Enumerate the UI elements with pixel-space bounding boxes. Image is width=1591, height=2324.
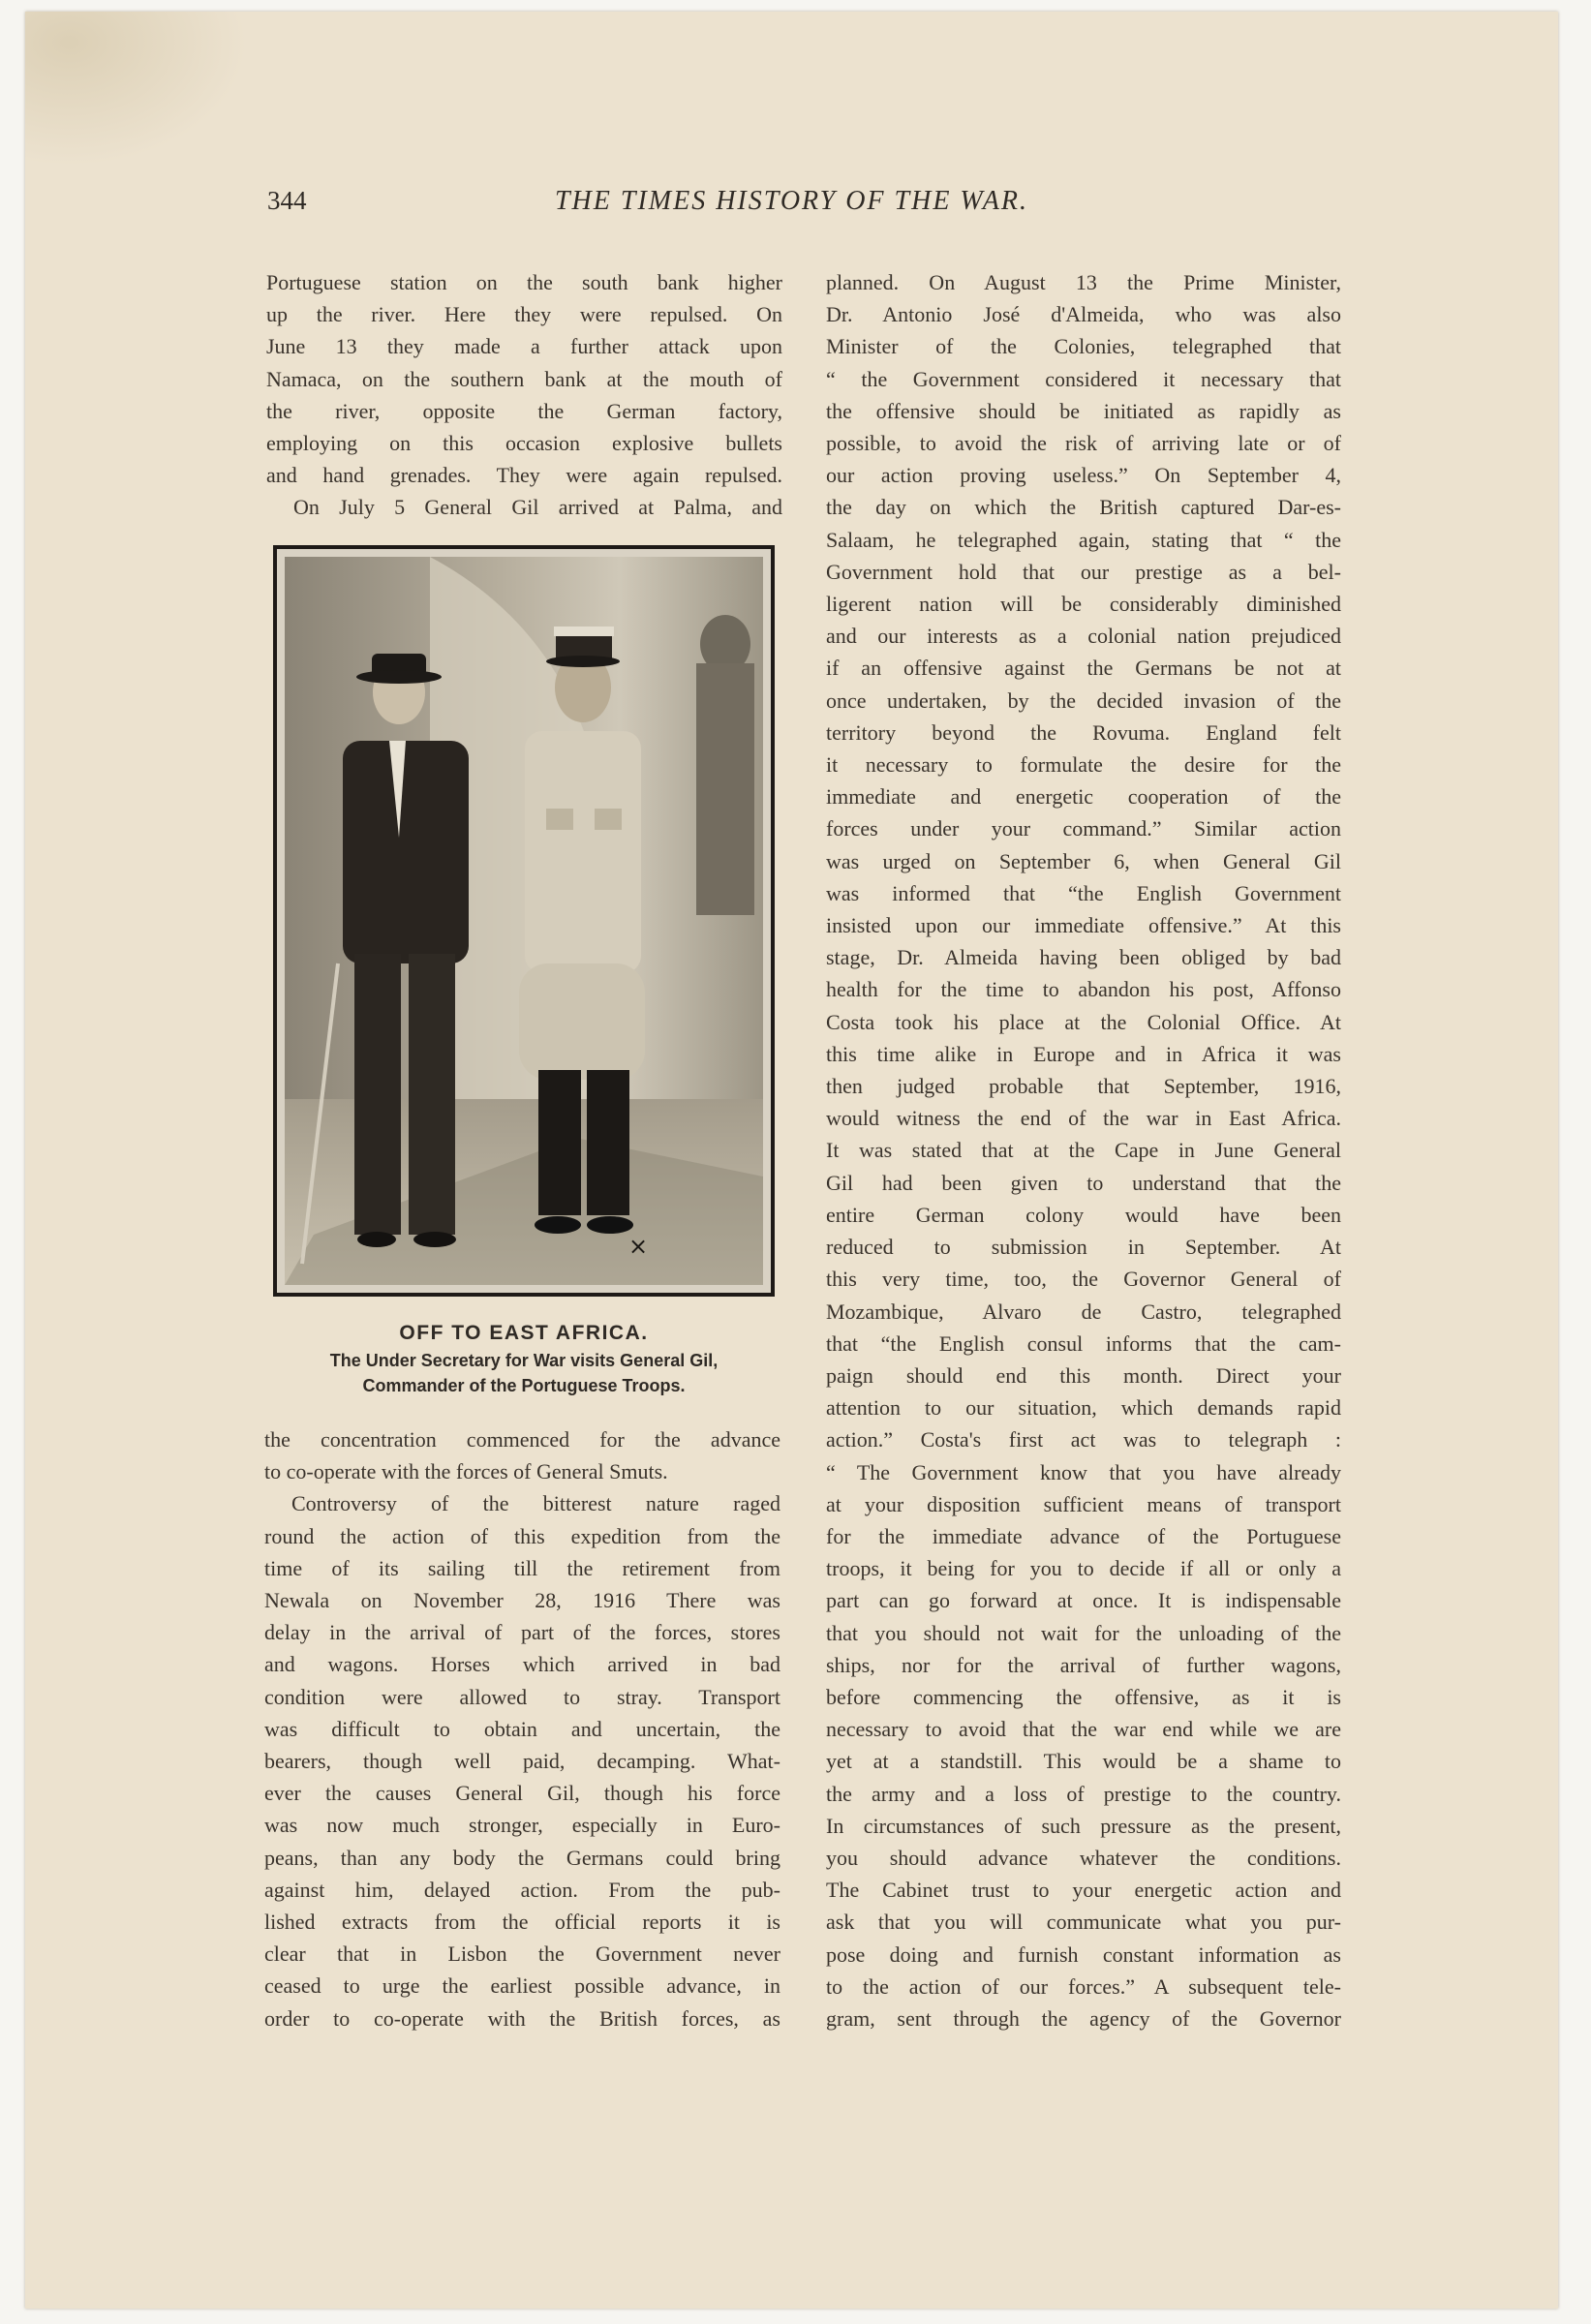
text-line: at your disposition sufficient means of transport <box>826 1491 1341 1516</box>
page-header <box>242 186 1341 234</box>
text-line: territory beyond the Rovuma. England felt <box>826 719 1341 745</box>
page-number: 344 <box>267 186 307 215</box>
text-line: it necessary to formulate the desire for the <box>826 752 1341 778</box>
text-line: order to co-operate with the British forces, as <box>264 2005 780 2031</box>
text-line: the river, opposite the German factory, <box>266 398 782 423</box>
svg-text:×: × <box>628 1233 649 1260</box>
text-line: the concentration commenced for the advance <box>264 1427 780 1452</box>
text-line: then judged probable that September, 1916, <box>826 1074 1341 1099</box>
text-line: the day on which the British captured Dar-es- <box>826 495 1341 520</box>
text-line: forces under your command.” Similar action <box>826 816 1341 841</box>
text-line: ships, nor for the arrival of further wagons, <box>826 1652 1341 1677</box>
text-line: “ The Government know that you have already <box>826 1459 1341 1484</box>
text-line: paign should end this month. Direct your <box>826 1362 1341 1388</box>
text-line: peans, than any body the Germans could bring <box>264 1845 780 1870</box>
text-line: pose doing and furnish constant information as <box>826 1942 1341 1967</box>
text-line: and wagons. Horses which arrived in bad <box>264 1652 780 1677</box>
text-line: was difficult to obtain and uncertain, the <box>264 1716 780 1741</box>
caption-line: The Under Secretary for War visits General Gil, <box>329 1351 719 1370</box>
text-line: Controversy of the bitterest nature raged <box>291 1491 780 1516</box>
text-line: was informed that “the English Government <box>826 880 1341 905</box>
text-line: immediate and energetic cooperation of the <box>826 784 1341 810</box>
text-line: bearers, though well paid, decamping. What- <box>264 1749 780 1774</box>
text-line: once undertaken, by the decided invasion of the <box>826 688 1341 713</box>
paper-stain <box>25 12 248 167</box>
text-line: for the immediate advance of the Portuguese <box>826 1523 1341 1548</box>
text-line: ceased to urge the earliest possible advance, in <box>264 1973 780 1999</box>
text-line: entire German colony would have been <box>826 1202 1341 1227</box>
text-line: this time alike in Europe and in Africa it was <box>826 1041 1341 1066</box>
text-line: attention to our situation, which demands rapid <box>826 1395 1341 1421</box>
text-line: June 13 they made a further attack upon <box>266 334 782 359</box>
photo-caption <box>273 1319 775 1398</box>
text-line: “ the Government considered it necessary that <box>826 366 1341 391</box>
text-line: Namaca, on the southern bank at the mouth of <box>266 366 782 391</box>
text-line: On July 5 General Gil arrived at Palma, and <box>293 495 782 520</box>
text-line: the offensive should be initiated as rapidly as <box>826 398 1341 423</box>
text-line: would witness the end of the war in East Africa. <box>826 1106 1341 1131</box>
text-line: and hand grenades. They were again repulsed. <box>266 463 782 488</box>
text-line: Government hold that our prestige as a bel- <box>826 559 1341 584</box>
text-line: Costa took his place at the Colonial Office. At <box>826 1009 1341 1034</box>
running-head: THE TIMES HISTORY OF THE WAR. <box>554 186 1029 216</box>
caption-line: Commander of the Portuguese Troops. <box>362 1376 686 1395</box>
text-line: if an offensive against the Germans be not at <box>826 656 1341 681</box>
photograph <box>285 557 763 1285</box>
text-line: you should advance whatever the conditions. <box>826 1845 1341 1870</box>
text-line: before commencing the offensive, as it is <box>826 1684 1341 1709</box>
text-line: The Cabinet trust to your energetic action and <box>826 1878 1341 1903</box>
text-line: the army and a loss of prestige to the country. <box>826 1781 1341 1806</box>
text-line: time of its sailing till the retirement from <box>264 1555 780 1580</box>
text-line: this very time, too, the Governor General of <box>826 1267 1341 1292</box>
text-line: Minister of the Colonies, telegraphed that <box>826 334 1341 359</box>
text-line: action.” Costa's first act was to telegraph : <box>826 1427 1341 1452</box>
text-line: that “the English consul informs that the cam- <box>826 1330 1341 1356</box>
text-line: troops, it being for you to decide if all or only a <box>826 1556 1341 1581</box>
text-line: In circumstances of such pressure as the present, <box>826 1813 1341 1838</box>
text-line: was urged on September 6, when General Gil <box>826 848 1341 873</box>
text-line: Dr. Antonio José d'Almeida, who was also <box>826 302 1341 327</box>
text-line: clear that in Lisbon the Government never <box>264 1942 780 1967</box>
text-line: was now much stronger, especially in Euro- <box>264 1813 780 1838</box>
text-line: possible, to avoid the risk of arriving late or of <box>826 431 1341 456</box>
right-column <box>826 266 1341 2034</box>
left-column-bottom <box>264 1423 780 2034</box>
photo-frame <box>273 545 775 1297</box>
text-line: our action proving useless.” On September 4, <box>826 463 1341 488</box>
text-line: Portuguese station on the south bank higher <box>266 270 782 294</box>
text-line: against him, delayed action. From the pub- <box>264 1877 780 1902</box>
text-line: It was stated that at the Cape in June General <box>826 1138 1341 1163</box>
text-line: up the river. Here they were repulsed. On <box>266 302 782 327</box>
text-line: employing on this occasion explosive bullets <box>266 431 782 456</box>
text-line: stage, Dr. Almeida having been obliged by bad <box>826 945 1341 970</box>
photograph-illustration <box>285 557 763 1285</box>
text-line: yet at a standstill. This would be a shame to <box>826 1749 1341 1774</box>
text-line: insisted upon our immediate offensive.” At this <box>826 913 1341 938</box>
caption-title: OFF TO EAST AFRICA. <box>399 1322 649 1344</box>
text-line: Newala on November 28, 1916 There was <box>264 1588 780 1613</box>
text-line: Gil had been given to understand that the <box>826 1170 1341 1195</box>
text-line: necessary to avoid that the war end while we are <box>826 1717 1341 1742</box>
text-line: reduced to submission in September. At <box>826 1235 1341 1260</box>
text-line: Salaam, he telegraphed again, stating that “ the <box>826 527 1341 552</box>
text-line: planned. On August 13 the Prime Minister, <box>826 270 1341 294</box>
text-line: delay in the arrival of part of the forces, stores <box>264 1620 780 1645</box>
text-line: round the action of this expedition from the <box>264 1523 780 1548</box>
text-line: ligerent nation will be considerably diminished <box>826 592 1341 617</box>
text-line: health for the time to abandon his post, Affonso <box>826 977 1341 1002</box>
text-line: ask that you will communicate what you pur- <box>826 1910 1341 1935</box>
text-line: to co-operate with the forces of General Smuts. <box>264 1459 668 1484</box>
text-line: lished extracts from the official reports it is <box>264 1910 780 1935</box>
text-line: gram, sent through the agency of the Governor <box>826 2005 1341 2031</box>
text-line: that you should not wait for the unloading of the <box>826 1620 1341 1645</box>
text-line: to the action of our forces.” A subsequent tele- <box>826 1973 1341 1999</box>
text-line: part can go forward at once. It is indispensable <box>826 1588 1341 1613</box>
text-line: ever the causes General Gil, though his force <box>264 1781 780 1806</box>
left-column-top <box>266 266 782 524</box>
text-line: and our interests as a colonial nation prejudiced <box>826 624 1341 649</box>
text-line: condition were allowed to stray. Transport <box>264 1684 780 1709</box>
text-line: Mozambique, Alvaro de Castro, telegraphed <box>826 1299 1341 1324</box>
